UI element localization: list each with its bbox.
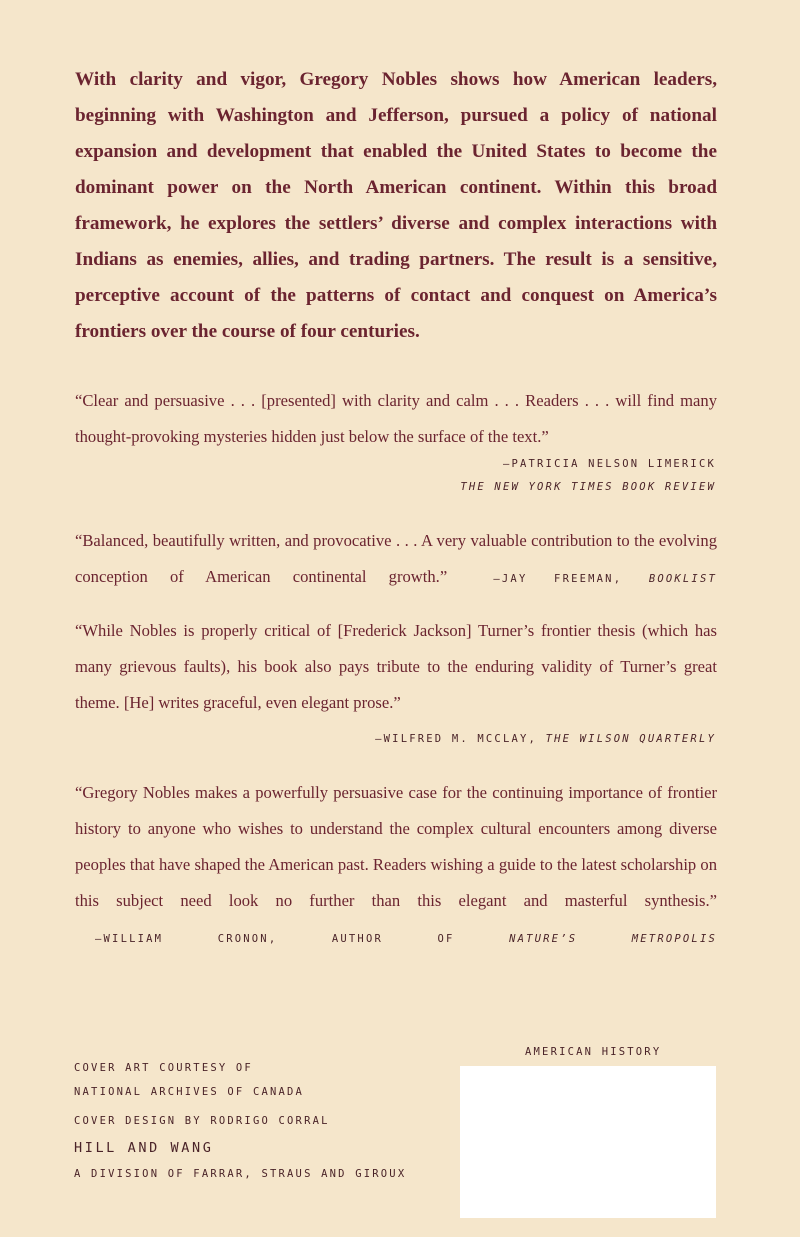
quote-author-cronon: —WILLIAM CRONON, AUTHOR OF bbox=[95, 933, 510, 945]
review-quote-freeman bbox=[75, 523, 717, 597]
quote-source-booklist: BOOKLIST bbox=[648, 573, 717, 585]
quote-author-limerick: —PATRICIA NELSON LIMERICK bbox=[502, 458, 716, 470]
cover-design-credit: COVER DESIGN BY RODRIGO CORRAL bbox=[74, 1115, 330, 1127]
publisher-division: A DIVISION OF FARRAR, STRAUS AND GIROUX bbox=[74, 1168, 407, 1180]
quote-source-nyt: THE NEW YORK TIMES BOOK REVIEW bbox=[460, 481, 716, 493]
review-quote-limerick: “Clear and persuasive . . . [presented] with clarity and calm . . . Readers . . . will find many thought-provoking mysteries hidden just below the surface of the text.” bbox=[75, 391, 717, 446]
quote-attribution-freeman bbox=[493, 573, 717, 585]
review-quote-cronon-text: “Gregory Nobles makes a powerfully persuasive case for the continuing importance of frontier history to anyone who wishes to understand the complex cultural encounters among diverse peoples that have shaped the American past. Readers wishing a guide to the latest scholarship on this subject need look no further than this elegant and masterful synthesis.” bbox=[75, 783, 717, 910]
quote-attribution-mcclay bbox=[375, 733, 716, 745]
review-quote-cronon bbox=[75, 775, 717, 957]
description-paragraph: With clarity and vigor, Gregory Nobles shows how American leaders, beginning with Washington and Jefferson, pursued a policy of national expansion and development that enabled the United States to become the dominant power on the North American continent. Within this broad framework, he explores the settlers’ diverse and complex interactions with Indians as enemies, allies, and trading partners. The result is a sensitive, perceptive account of the patterns of contact and conquest on America’s frontiers over the course of four centuries. bbox=[75, 69, 717, 342]
cover-art-credit-line2: NATIONAL ARCHIVES OF CANADA bbox=[74, 1086, 305, 1098]
quote-source-wilson-quarterly: THE WILSON QUARTERLY bbox=[545, 733, 716, 745]
publisher-name: HILL AND WANG bbox=[74, 1140, 214, 1156]
quote-author-mcclay: —WILFRED M. MCCLAY, bbox=[375, 733, 546, 745]
category-label: AMERICAN HISTORY bbox=[525, 1046, 662, 1058]
quote-attribution-cronon bbox=[95, 933, 717, 945]
cover-art-credit-line1: COVER ART COURTESY OF bbox=[74, 1062, 253, 1074]
quote-author-freeman: —JAY FREEMAN, bbox=[493, 573, 649, 585]
review-quote-freeman-text: “Balanced, beautifully written, and provocative . . . A very valuable contribution to the evolving conception of American continental growth.” bbox=[75, 531, 717, 586]
review-quote-mcclay: “While Nobles is properly critical of [Frederick Jackson] Turner’s frontier thesis (which has many grievous faults), his book also pays tribute to the enduring validity of Turner’s great theme. [He] writes graceful, even elegant prose.” bbox=[75, 621, 717, 712]
barcode-area bbox=[460, 1066, 716, 1218]
quote-source-natures-metropolis: NATURE’S METROPOLIS bbox=[509, 933, 717, 945]
